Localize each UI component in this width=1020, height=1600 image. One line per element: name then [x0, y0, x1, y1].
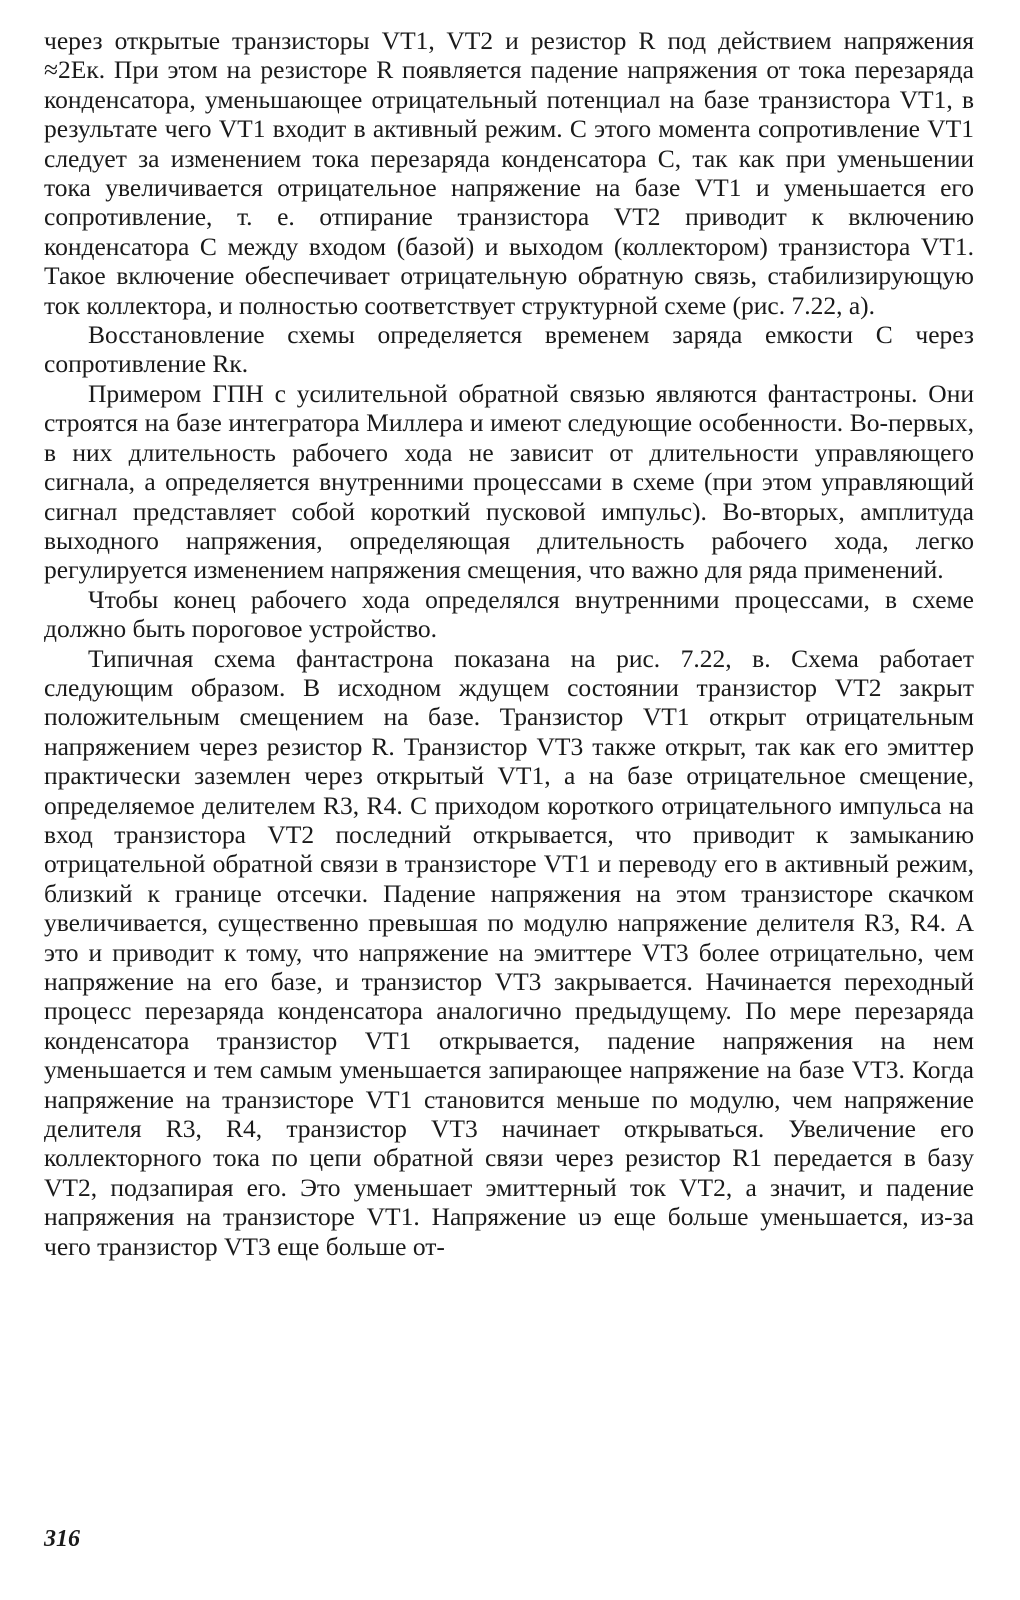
paragraph-threshold-device: Чтобы конец рабочего хода определялся внутренними процессами, в схеме должно быть пороговое устройство. [44, 584, 974, 644]
paragraph-phantastron-intro: Примером ГПН с усилительной обратной связью являются фантастроны. Они строятся на базе интегратора Миллера и имеют следующие особенности. Во-первых, в них длительность рабочего хода не зависит от длительности управляющего сигнала, а определяется внутренними процессами в схеме (при этом управляющий сигнал представляет собой короткий пусковой импульс). Во-вторых, амплитуда выходного напряжения, определяющая длительность рабочего хода, легко регулируется изменением напряжения смещения, что важно для ряда применений. [44, 378, 974, 585]
page-body [44, 26, 974, 1261]
page-number: 316 [44, 1526, 80, 1552]
paragraph-recovery: Восстановление схемы определяется временем заряда емкости C через сопротивление Rк. [44, 320, 974, 379]
paragraph-continuation: через открытые транзисторы VT1, VT2 и резистор R под действием напряжения ≈2Eк. При этом на резисторе R появляется падение напряжения от тока перезаряда конденсатора, уменьшающее отрицательный потенциал на базе транзистора VT1, в результате чего VT1 входит в активный режим. С этого момента сопротивление VT1 следует за изменением тока перезаряда конденсатора C, так как при уменьшении тока увеличивается отрицательное напряжение на базе VT1 и уменьшается его сопротивление, т. е. отпирание транзистора VT2 приводит к включению конденсатора C между входом (базой) и выходом (коллектором) транзистора VT1. Такое включение обеспечивает отрицательную обратную связь, стабилизирующую ток коллектора, и полностью соответствует структурной схеме (рис. 7.22, а). [44, 26, 974, 320]
paragraph-typical-scheme: Типичная схема фантастрона показана на рис. 7.22, в. Схема работает следующим образом. В исходном ждущем состоянии транзистор VT2 закрыт положительным смещением на базе. Транзистор VT1 открыт отрицательным напряжением через резистор R. Транзистор VT3 также открыт, так как его эмиттер практически заземлен через открытый VT1, а на базе отрицательное смещение, определяемое делителем R3, R4. С приходом короткого отрицательного импульса на вход транзистора VT2 последний открывается, что приводит к замыканию отрицательной обратной связи в транзисторе VT1 и переводу его в активный режим, близкий к границе отсечки. Падение напряжения на этом транзисторе скачком увеличивается, существенно превышая по модулю напряжение делителя R3, R4. А это и приводит к тому, что напряжение на эмиттере VT3 более отрицательно, чем напряжение на его базе, и транзистор VT3 закрывается. Начинается переходный процесс перезаряда конденсатора аналогично предыдущему. По мере перезаряда конденсатора транзистор VT1 открывается, падение напряжения на нем уменьшается и тем самым уменьшается запирающее напряжение на базе VT3. Когда напряжение на транзисторе VT1 становится меньше по модулю, чем напряжение делителя R3, R4, транзистор VT3 начинает открываться. Увеличение его коллекторного тока по цепи обратной связи через резистор R1 передается в базу VT2, подзапирая его. Это уменьшает эмиттерный ток VT2, а значит, и падение напряжения на транзисторе VT1. Напряжение uэ еще больше уменьшается, из-за чего транзистор VT3 еще больше от- [44, 643, 974, 1261]
